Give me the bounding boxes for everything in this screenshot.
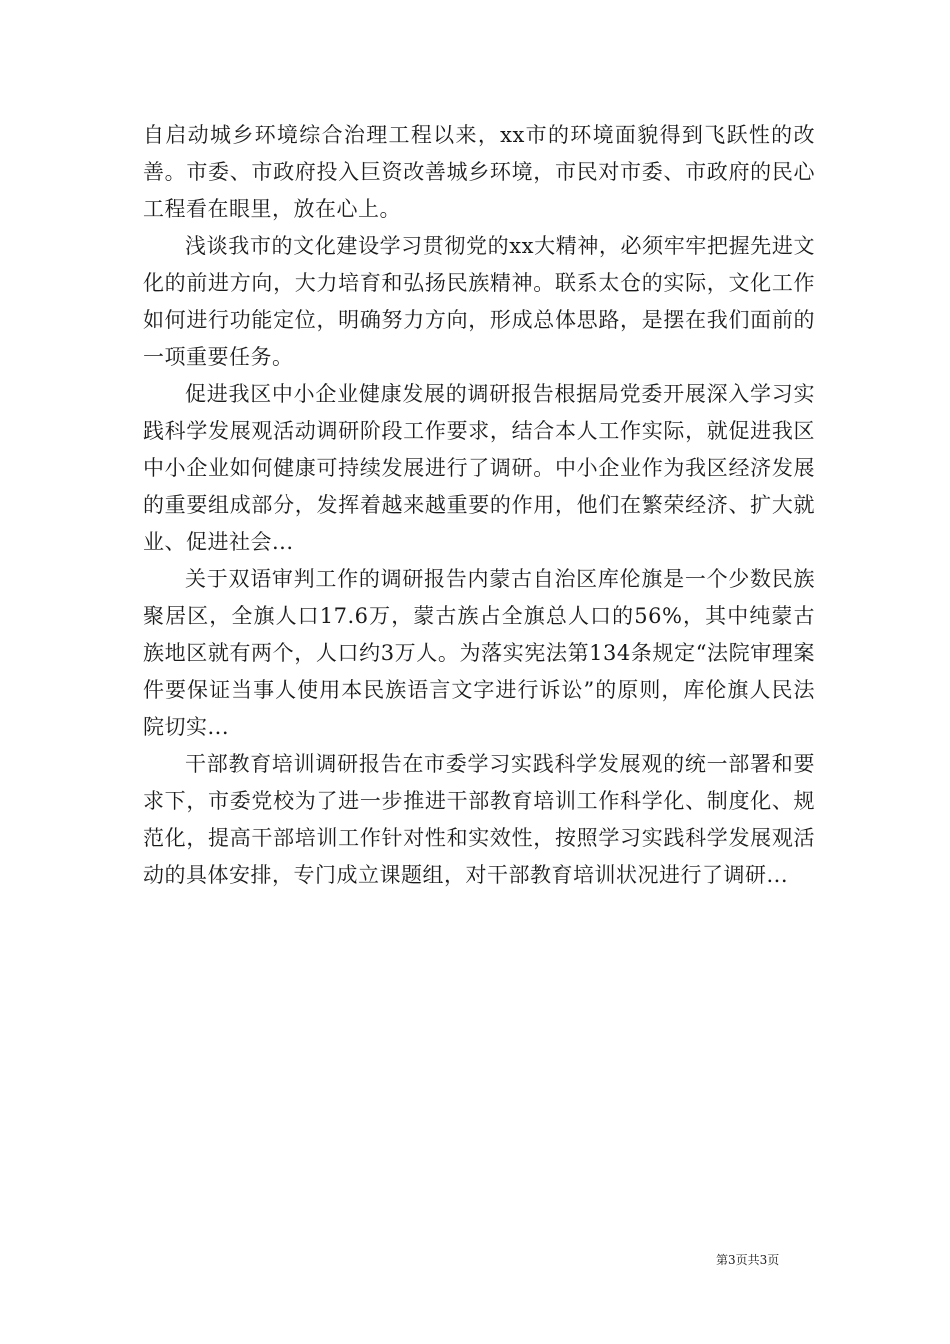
paragraph-3: 促进我区中小企业健康发展的调研报告根据局党委开展深入学习实践科学发展观活动调研阶段工作要求，结合本人工作实际，就促进我区中小企业如何健康可持续发展进行了调研。中小企业作为我区经济发展的重要组成部分，发挥着越来越重要的作用，他们在繁荣经济、扩大就业、促进社会... (143, 382, 815, 554)
paragraph-5: 干部教育培训调研报告在市委学习实践科学发展观的统一部署和要求下，市委党校为了进一步推进干部教育培训工作科学化、制度化、规范化，提高干部培训工作针对性和实效性，按照学习实践科学发展观活动的具体安排，专门成立课题组，对干部教育培训状况进行了调研... (143, 752, 815, 887)
document-body (143, 117, 815, 894)
paragraph-1: 自启动城乡环境综合治理工程以来，xx市的环境面貌得到飞跃性的改善。市委、市政府投入巨资改善城乡环境，市民对市委、市政府的民心工程看在眼里，放在心上。 (143, 123, 815, 221)
page-number: 第3页共3页 (716, 1253, 780, 1267)
paragraph-4: 关于双语审判工作的调研报告内蒙古自治区库伦旗是一个少数民族聚居区，全旗人口17.6万，蒙古族占全旗总人口的56%，其中纯蒙古族地区就有两个，人口约3万人。为落实宪法第134条规定“法院审理案件要保证当事人使用本民族语言文字进行诉讼”的原则，库伦旗人民法院切实... (143, 567, 815, 739)
paragraph-2: 浅谈我市的文化建设学习贯彻党的xx大精神，必须牢牢把握先进文化的前进方向，大力培育和弘扬民族精神。联系太仓的实际，文化工作如何进行功能定位，明确努力方向，形成总体思路，是摆在我们面前的一项重要任务。 (143, 234, 815, 369)
